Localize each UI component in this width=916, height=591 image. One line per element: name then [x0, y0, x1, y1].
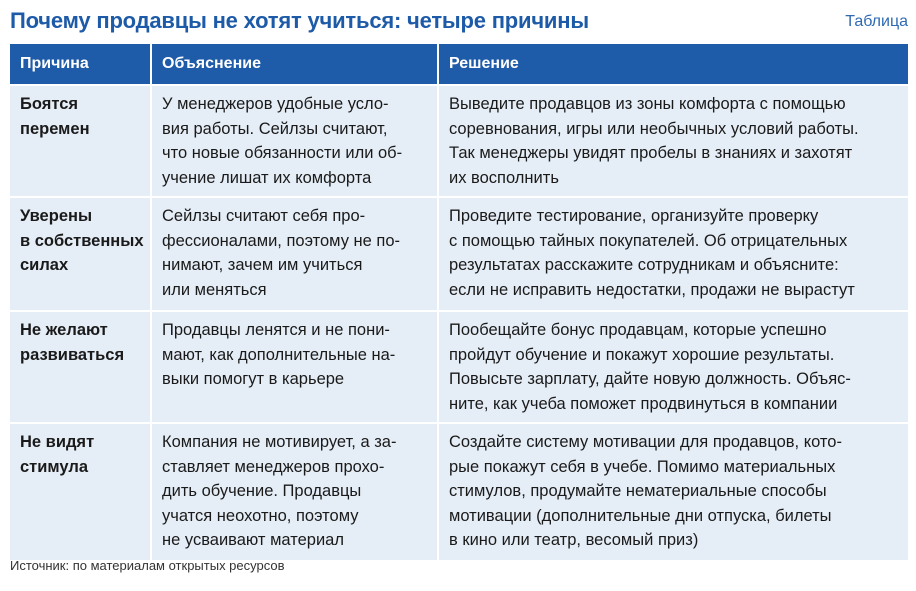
cell-text-line: стимула — [20, 457, 89, 476]
cell-explanation — [150, 422, 437, 560]
cell-explanation — [150, 84, 437, 196]
cell-solution — [437, 310, 908, 422]
cell-text-line: учение лишат их комфорта — [162, 168, 372, 187]
cell-text-line: Не желают — [20, 321, 108, 339]
cell-text-line: соревнования, игры или необычных условий работы. — [449, 119, 859, 138]
cell-text-line: Пообещайте бонус продавцам, которые успешно — [449, 321, 827, 339]
cell-text-line: Проведите тестирование, организуйте проверку — [449, 207, 819, 225]
cell-text-line: Создайте систему мотивации для продавцов, кото- — [449, 433, 842, 451]
cell-solution — [437, 196, 908, 310]
source-note: Источник: по материалам открытых ресурсов — [10, 558, 285, 573]
cell-text-line: Не видят — [20, 433, 95, 451]
cell-text-line: Уверены — [20, 207, 93, 225]
header-reason: Причина — [10, 44, 150, 84]
cell-text-line: рые покажут себя в учебе. Помимо материальных — [449, 457, 836, 476]
cell-text-line: учатся неохотно, поэтому — [162, 506, 359, 525]
table-row — [10, 196, 908, 310]
cell-text-line: нимают, зачем им учиться — [162, 256, 363, 274]
cell-text-line: с помощью тайных покупателей. Об отрицательных — [449, 231, 848, 250]
cell-text-line: выки помогут в карьере — [162, 370, 345, 388]
cell-explanation — [150, 196, 437, 310]
cell-text-line: силах — [20, 256, 69, 274]
header-explanation: Объяснение — [150, 44, 437, 84]
cell-reason — [10, 422, 150, 560]
cell-solution — [437, 84, 908, 196]
header-solution: Решение — [437, 44, 908, 84]
cell-text-line: не усваивают материал — [162, 531, 344, 549]
cell-explanation — [150, 310, 437, 422]
cell-text-line: фессионалами, поэтому не по- — [162, 231, 401, 250]
reasons-table — [10, 44, 908, 560]
cell-text-line: Повысьте зарплату, дайте новую должность. Объяс- — [449, 370, 851, 388]
cell-text-line: вия работы. Сейлзы считают, — [162, 119, 388, 138]
cell-reason — [10, 310, 150, 422]
cell-text-line: Продавцы ленятся и не пони- — [162, 321, 390, 339]
cell-text-line: их восполнить — [449, 168, 559, 187]
cell-text-line: ните, как учеба поможет продвинуться в компании — [449, 394, 838, 413]
cell-text-line: Компания не мотивирует, а за- — [162, 433, 397, 451]
table-label: Таблица — [845, 13, 908, 30]
table-row — [10, 84, 908, 196]
cell-text-line: в кино или театр, весомый приз) — [449, 531, 699, 549]
cell-text-line: У менеджеров удобные усло- — [162, 95, 389, 113]
cell-solution — [437, 422, 908, 560]
cell-text-line: мотивации (дополнительные дни отпуска, билеты — [449, 506, 832, 525]
cell-text-line: Сейлзы считают себя про- — [162, 207, 366, 225]
cell-text-line: что новые обязанности или об- — [162, 144, 403, 162]
cell-text-line: дить обучение. Продавцы — [162, 482, 362, 500]
cell-text-line: стимулов, продумайте нематериальные способы — [449, 482, 827, 500]
cell-text-line: или меняться — [162, 280, 267, 299]
cell-text-line: мают, как дополнительные на- — [162, 345, 396, 364]
table-row — [10, 310, 908, 422]
cell-reason — [10, 84, 150, 196]
cell-text-line: Боятся — [20, 95, 79, 113]
cell-text-line: если не исправить недостатки, продажи не вырастут — [449, 280, 855, 299]
table-row — [10, 422, 908, 560]
cell-text-line: ставляет менеджеров прохо- — [162, 457, 385, 476]
cell-text-line: Выведите продавцов из зоны комфорта с помощью — [449, 95, 846, 113]
cell-reason — [10, 196, 150, 310]
cell-text-line: перемен — [20, 119, 90, 138]
table-header-row — [10, 44, 908, 84]
cell-text-line: пройдут обучение и покажут хорошие результаты. — [449, 345, 835, 364]
cell-text-line: Так менеджеры увидят пробелы в знаниях и захотят — [449, 144, 853, 162]
cell-text-line: результатах расскажите сотрудникам и объясните: — [449, 256, 839, 274]
page-title: Почему продавцы не хотят учиться: четыре причины — [10, 8, 589, 33]
cell-text-line: в собственных — [20, 231, 144, 250]
cell-text-line: развиваться — [20, 345, 125, 364]
